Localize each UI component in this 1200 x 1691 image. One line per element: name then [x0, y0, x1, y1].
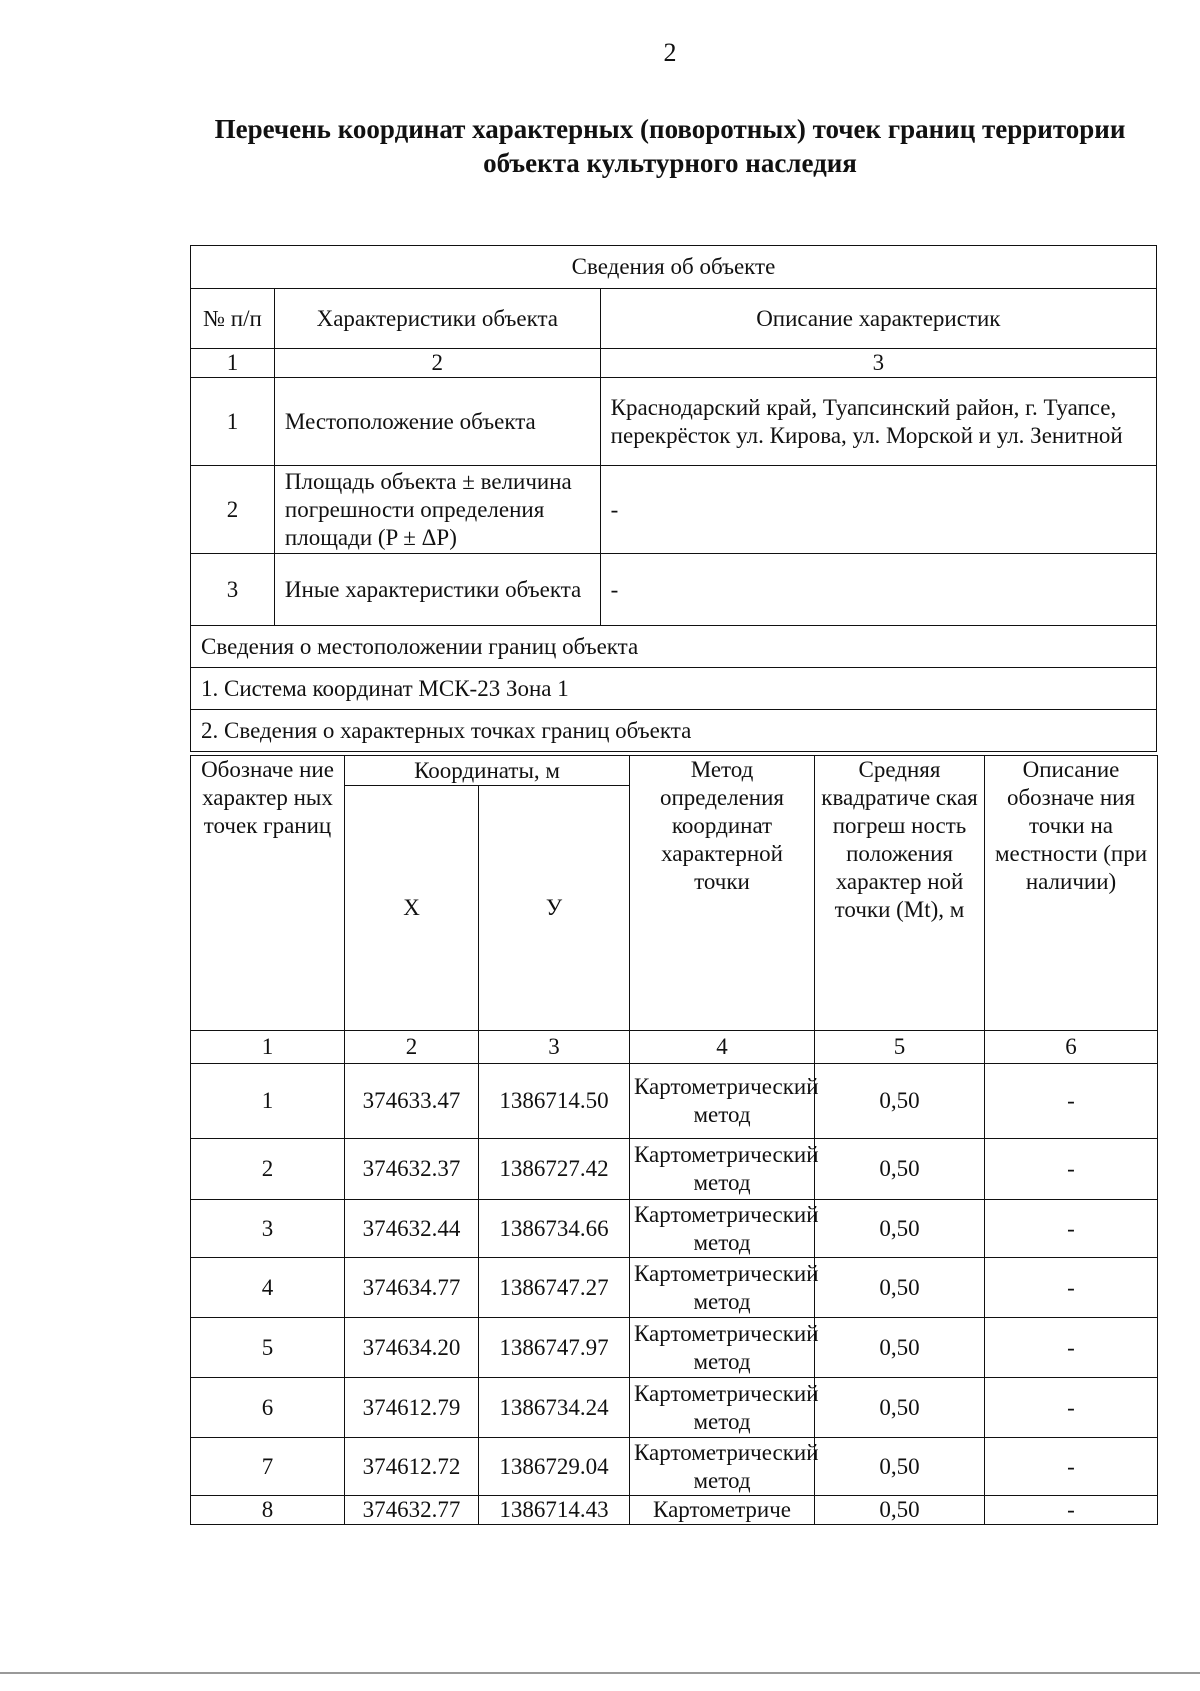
object-info-table	[190, 245, 1157, 752]
table-row	[191, 1496, 1158, 1525]
index-cell: 3	[479, 1031, 630, 1064]
point-id: 1	[191, 1064, 345, 1139]
page-number: 2	[663, 38, 677, 67]
point-id: 3	[191, 1200, 345, 1258]
col-header-num: № п/п	[191, 289, 275, 349]
point-error: 0,50	[815, 1258, 985, 1318]
point-y: 1386714.43	[479, 1496, 630, 1525]
index-cell: 5	[815, 1031, 985, 1064]
table-row	[191, 466, 1157, 554]
point-description: -	[985, 1200, 1158, 1258]
index-cell: 6	[985, 1031, 1158, 1064]
footer-rule	[0, 1672, 1200, 1674]
point-id: 7	[191, 1438, 345, 1496]
row-characteristic: Местоположение объекта	[274, 378, 600, 466]
col-header-description: Описание обозначе ния точки на местности (при наличии)	[985, 756, 1158, 1031]
point-id: 4	[191, 1258, 345, 1318]
point-y: 1386747.27	[479, 1258, 630, 1318]
table-row	[191, 1378, 1158, 1438]
title-line-2: объекта культурного наследия	[483, 148, 857, 178]
table-row	[191, 1200, 1158, 1258]
point-method: Картометрический метод	[630, 1139, 815, 1200]
object-info-header: Сведения об объекте	[191, 246, 1157, 289]
index-cell: 1	[191, 349, 275, 378]
point-method: Картометрический метод	[630, 1438, 815, 1496]
point-y: 1386734.66	[479, 1200, 630, 1258]
point-x: 374632.44	[345, 1200, 479, 1258]
point-description: -	[985, 1438, 1158, 1496]
table-row	[191, 554, 1157, 626]
point-description: -	[985, 1496, 1158, 1525]
point-error: 0,50	[815, 1139, 985, 1200]
point-x: 374633.47	[345, 1064, 479, 1139]
points-section-header: 2. Сведения о характерных точках границ объекта	[191, 710, 1157, 752]
col-header-y: У	[479, 786, 630, 1031]
index-cell: 3	[600, 349, 1156, 378]
row-description: -	[600, 466, 1156, 554]
row-description: Краснодарский край, Туапсинский район, г. Туапсе, перекрёсток ул. Кирова, ул. Морской и ул. Зенитной	[600, 378, 1156, 466]
point-method: Картометрический метод	[630, 1378, 815, 1438]
point-description: -	[985, 1258, 1158, 1318]
point-y: 1386747.97	[479, 1318, 630, 1378]
col-header-error: Средняя квадратиче ская погреш ность положения характер ной точки (Mt), м	[815, 756, 985, 1031]
table-row	[191, 1438, 1158, 1496]
row-num: 3	[191, 554, 275, 626]
point-id: 8	[191, 1496, 345, 1525]
point-y: 1386734.24	[479, 1378, 630, 1438]
point-x: 374612.79	[345, 1378, 479, 1438]
point-id: 5	[191, 1318, 345, 1378]
coordinate-system: 1. Система координат МСК-23 Зона 1	[191, 668, 1157, 710]
col-header-characteristics: Характеристики объекта	[274, 289, 600, 349]
point-description: -	[985, 1064, 1158, 1139]
point-description: -	[985, 1378, 1158, 1438]
table-row	[191, 378, 1157, 466]
point-description: -	[985, 1139, 1158, 1200]
title-line-1: Перечень координат характерных (поворотных) точек границ территории	[214, 114, 1126, 144]
point-method: Картометрический метод	[630, 1318, 815, 1378]
point-x: 374612.72	[345, 1438, 479, 1496]
table-row	[191, 1258, 1158, 1318]
boundary-points-table	[190, 755, 1158, 1525]
point-error: 0,50	[815, 1200, 985, 1258]
point-y: 1386714.50	[479, 1064, 630, 1139]
row-description: -	[600, 554, 1156, 626]
col-header-method: Метод определения координат характерной точки	[630, 756, 815, 1031]
row-num: 1	[191, 378, 275, 466]
document-title	[190, 112, 1150, 180]
point-method: Картометрический метод	[630, 1200, 815, 1258]
table-row	[191, 1318, 1158, 1378]
point-error: 0,50	[815, 1318, 985, 1378]
point-x: 374632.77	[345, 1496, 479, 1525]
col-header-description: Описание характеристик	[600, 289, 1156, 349]
point-x: 374632.37	[345, 1139, 479, 1200]
boundary-section-header: Сведения о местоположении границ объекта	[191, 626, 1157, 668]
point-error: 0,50	[815, 1496, 985, 1525]
row-characteristic: Иные характеристики объекта	[274, 554, 600, 626]
point-error: 0,50	[815, 1064, 985, 1139]
index-cell: 4	[630, 1031, 815, 1064]
point-x: 374634.77	[345, 1258, 479, 1318]
col-header-x: X	[345, 786, 479, 1031]
col-header-point: Обозначе ние характер ных точек границ	[191, 756, 345, 1031]
point-x: 374634.20	[345, 1318, 479, 1378]
point-id: 6	[191, 1378, 345, 1438]
index-cell: 1	[191, 1031, 345, 1064]
point-error: 0,50	[815, 1378, 985, 1438]
row-num: 2	[191, 466, 275, 554]
point-y: 1386729.04	[479, 1438, 630, 1496]
point-y: 1386727.42	[479, 1139, 630, 1200]
col-header-coords: Координаты, м	[345, 756, 630, 786]
index-cell: 2	[345, 1031, 479, 1064]
point-method: Картометриче	[630, 1496, 815, 1525]
table-row	[191, 1064, 1158, 1139]
point-description: -	[985, 1318, 1158, 1378]
point-id: 2	[191, 1139, 345, 1200]
point-method: Картометрический метод	[630, 1064, 815, 1139]
table-row	[191, 1139, 1158, 1200]
point-error: 0,50	[815, 1438, 985, 1496]
index-cell: 2	[274, 349, 600, 378]
row-characteristic: Площадь объекта ± величина погрешности определения площади (P ± ΔP)	[274, 466, 600, 554]
point-method: Картометрический метод	[630, 1258, 815, 1318]
